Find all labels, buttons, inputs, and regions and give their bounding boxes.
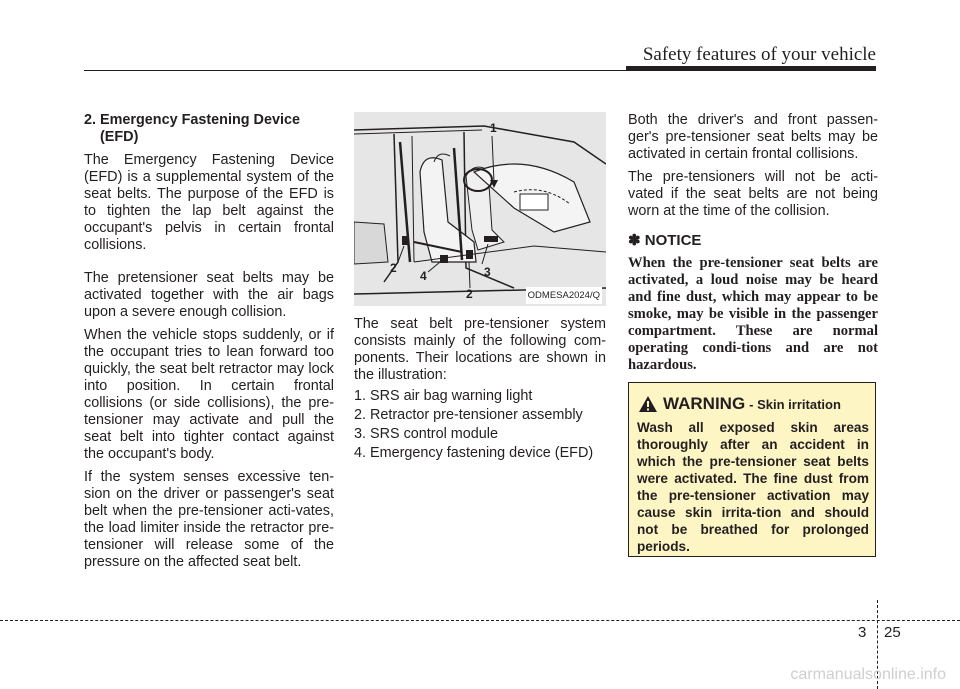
section-heading bbox=[84, 112, 334, 146]
middle-column bbox=[354, 112, 606, 462]
component-list bbox=[354, 388, 606, 462]
warning-title: WARNING bbox=[663, 394, 746, 413]
warning-body: Wash all exposed skin areas thoroughly after an accident in which the pre-tensioner seat belts were activated. The fine dust from the pre-tensioner activation may cause skin irrita-tion and should not be breathed for prolonged periods. bbox=[637, 420, 869, 554]
callout-4: 4 bbox=[420, 269, 427, 283]
page-header-title: Safety features of your vehicle bbox=[642, 44, 876, 65]
paragraph-efd-intro: The Emergency Fastening Device (EFD) is a supplemental system of the seat belts. The purpose of the EFD is to tighten the lap belt against the occupant's pelvis in certain frontal collisions. bbox=[84, 152, 334, 253]
chapter-number: 3 bbox=[858, 624, 867, 641]
list-item: 2. Retractor pre-tensioner assembly bbox=[354, 407, 583, 423]
car-interior-drawing bbox=[354, 112, 606, 306]
warning-subtitle: - Skin irritation bbox=[749, 396, 841, 412]
list-item: 1. SRS air bag warning light bbox=[354, 388, 533, 404]
left-column bbox=[84, 112, 334, 571]
header-rule-accent bbox=[626, 66, 876, 71]
list-item: 3. SRS control module bbox=[354, 426, 498, 442]
warning-heading bbox=[639, 394, 841, 414]
callout-3: 3 bbox=[484, 265, 491, 279]
paragraph-not-worn: The pre-tensioners will not be acti-vated if the seat belts are not being worn at the time of the collision. bbox=[628, 169, 878, 219]
warning-triangle-icon bbox=[639, 396, 657, 412]
watermark: carmanualsonline.info bbox=[790, 666, 946, 683]
callout-1: 1 bbox=[490, 121, 497, 135]
callout-2-bottom: 2 bbox=[466, 287, 473, 301]
section-title: Emergency Fastening Device (EFD) bbox=[100, 112, 300, 145]
callout-2-left: 2 bbox=[390, 261, 397, 275]
right-column bbox=[628, 112, 878, 374]
paragraph-system-components: The seat belt pre-tensioner system consists mainly of the following com-ponents. Their locations are shown in the illustration: bbox=[354, 316, 606, 383]
notice-title: NOTICE bbox=[644, 232, 702, 249]
warning-box bbox=[628, 382, 876, 557]
notice-body: When the pre-tensioner seat belts are activated, a loud noise may be heard and fine dust, which may appear to be smoke, may be visible in the passenger compartment. These are normal operating condi-tions and are not hazardous. bbox=[628, 255, 878, 373]
paragraph-sudden-stop: When the vehicle stops suddenly, or if the occupant tries to lean forward too quickly, the seat belt retractor may lock into position. In certain frontal collisions (or side collisions), the pre-tensioner may activate and pull the seat belt into tighter contact against the occupant's body. bbox=[84, 327, 334, 462]
footer-rule bbox=[0, 620, 960, 621]
notice-icon: ✽ bbox=[628, 232, 641, 249]
section-number: 2. bbox=[84, 112, 97, 128]
figure-caption: ODMESA2024/Q bbox=[526, 287, 602, 304]
list-item: 4. Emergency fastening device (EFD) bbox=[354, 445, 594, 461]
seat-belt-illustration bbox=[354, 112, 606, 306]
paragraph-frontal-collisions: Both the driver's and front passen-ger's pre-tensioner seat belts may be activated in certain frontal collisions. bbox=[628, 112, 878, 162]
paragraph-pretensioner-airbags: The pretensioner seat belts may be activated together with the air bags upon a severe enough collision. bbox=[84, 270, 334, 320]
notice-heading bbox=[628, 232, 878, 249]
page-number: 25 bbox=[884, 624, 901, 641]
paragraph-load-limiter: If the system senses excessive ten-sion on the driver or passenger's seat belt when the pre-tensioner acti-vates, the load limiter inside the retractor pre-tensioner will release some of the pressure on the affected seat belt. bbox=[84, 469, 334, 570]
